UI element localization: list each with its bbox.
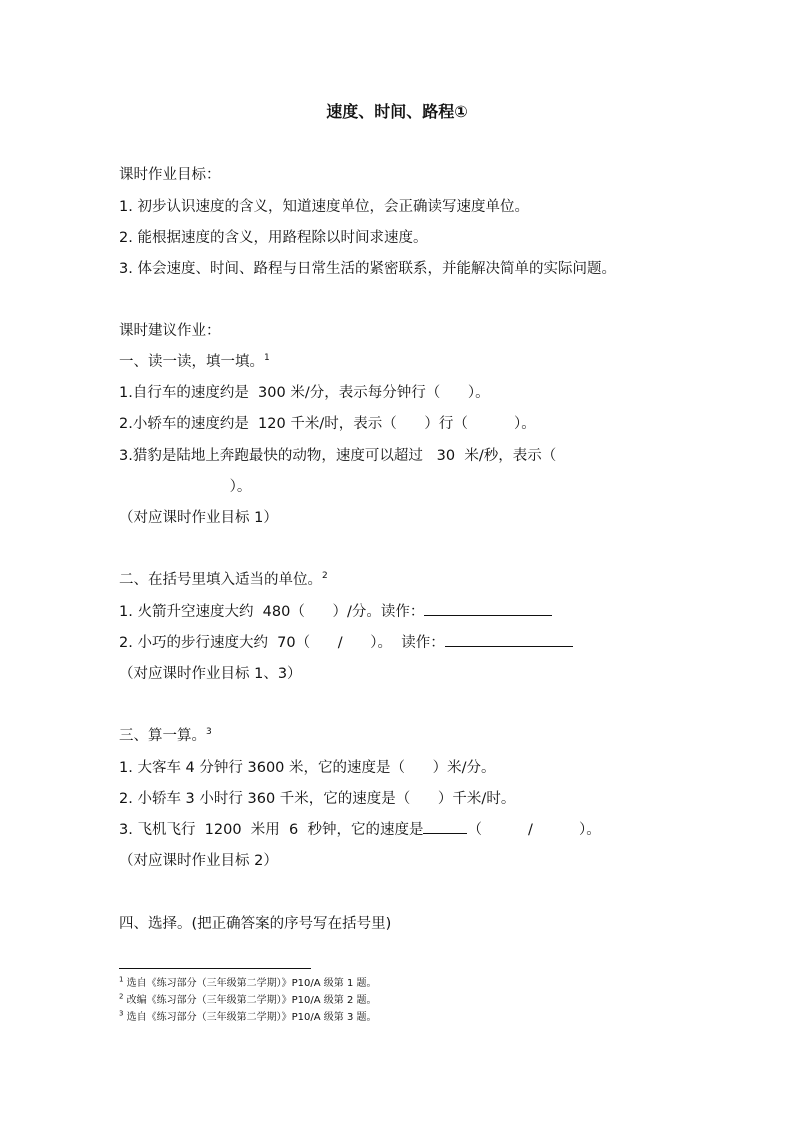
section2-question-1-line: [119, 601, 552, 623]
footnote-text: 改编《练习部分（三年级第二学期）》P10/A 级第 2 题。: [123, 995, 377, 1006]
answer-blank: [423, 819, 467, 834]
footnote-text: 选自《练习部分（三年级第二学期）》P10/A 级第 1 题。: [123, 978, 377, 989]
footnote-mark: 1: [119, 975, 124, 984]
footnote-divider: [119, 968, 311, 969]
goals-heading: 课时作业目标：: [119, 167, 221, 183]
page-title: 速度、时间、路程①: [326, 102, 468, 121]
section1-question-3b: ）。: [119, 479, 252, 495]
footnote-mark: 3: [119, 1009, 124, 1018]
section1-note: （对应课时作业目标 1）: [119, 510, 278, 526]
section4-heading: 四、选择。(把正确答案的序号写在括号里): [119, 916, 392, 932]
section2-question-2: 2. 小巧的步行速度大约 70（ / ）。 读作：: [119, 635, 445, 651]
section1-question-3a: 3.猎豹是陆地上奔跑最快的动物，速度可以超过 30 米/秒，表示（: [119, 448, 557, 464]
footnote-ref-1: 1: [264, 353, 270, 364]
footnote-1: [119, 977, 377, 991]
footnote-2: [119, 994, 377, 1008]
goal-item-3: 3. 体会速度、时间、路程与日常生活的紧密联系，并能解决简单的实际问题。: [119, 261, 616, 277]
footnote-mark: 2: [119, 992, 124, 1001]
section2-heading: 二、在括号里填入适当的单位。: [119, 572, 322, 588]
footnote-text: 选自《练习部分（三年级第二学期）》P10/A 级第 3 题。: [123, 1012, 377, 1023]
section3-question-3-line: [119, 819, 601, 841]
goal-item-2: 2. 能根据速度的含义，用路程除以时间求速度。: [119, 230, 428, 246]
goal-item-1: 1. 初步认识速度的含义，知道速度单位，会正确读写速度单位。: [119, 199, 529, 215]
section2-question-2-line: [119, 632, 573, 654]
section2-question-1: 1. 火箭升空速度大约 480（ ）/分。读作：: [119, 604, 425, 620]
section3-question-3a: 3. 飞机飞行 1200 米用 6 秒钟，它的速度是: [119, 822, 424, 838]
section3-note: （对应课时作业目标 2）: [119, 853, 278, 869]
homework-heading: 课时建议作业：: [119, 323, 221, 339]
footnote-ref-3: 3: [206, 727, 212, 738]
section2-note: （对应课时作业目标 1、3）: [119, 666, 302, 682]
footnote-ref-2: 2: [322, 571, 328, 582]
section3-question-2: 2. 小轿车 3 小时行 360 千米，它的速度是（ ）千米/时。: [119, 791, 516, 807]
section1-question-1: 1.自行车的速度约是 300 米/分，表示每分钟行（ ）。: [119, 385, 490, 401]
section2-heading-line: [119, 569, 328, 591]
section3-question-3b: （ / ）。: [467, 822, 601, 838]
section1-heading-line: [119, 351, 270, 373]
section3-heading: 三、算一算。: [119, 728, 206, 744]
answer-blank: [424, 601, 552, 616]
section3-heading-line: [119, 725, 212, 747]
answer-blank: [445, 632, 573, 647]
section1-question-2: 2.小轿车的速度约是 120 千米/时，表示（ ）行（ ）。: [119, 416, 536, 432]
section1-heading: 一、读一读，填一填。: [119, 354, 264, 370]
section3-question-1: 1. 大客车 4 分钟行 3600 米，它的速度是（ ）米/分。: [119, 760, 496, 776]
footnote-3: [119, 1011, 377, 1025]
